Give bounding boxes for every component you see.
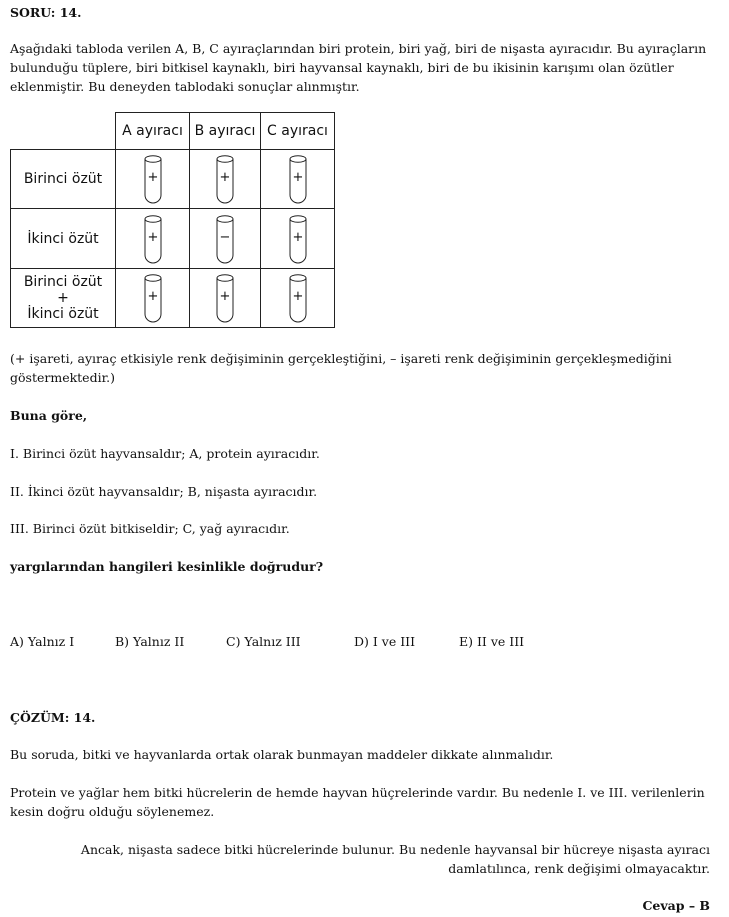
row-label xyxy=(11,269,116,328)
result-sign: + xyxy=(147,170,158,185)
lead-text: Buna göre, xyxy=(10,408,88,423)
test-tube-icon xyxy=(215,214,235,264)
result-sign: + xyxy=(292,229,303,245)
answer-label: Cevap – B xyxy=(642,898,710,913)
result-cell xyxy=(116,209,190,269)
choice-c[interactable]: C) Yalnız III xyxy=(226,634,301,649)
result-cell xyxy=(190,269,261,328)
row-label-plus: + xyxy=(57,290,69,306)
test-tube-icon xyxy=(143,154,163,204)
table-row xyxy=(11,269,335,328)
question-heading: SORU: 14. xyxy=(10,5,82,20)
test-tube-icon xyxy=(143,273,163,323)
legend-note: (+ işareti, ayıraç etkisiyle renk değişiminin gerçekleştiğini, – işareti renk değişiminin gerçekleşmediğini göstermektedir.) xyxy=(10,351,672,385)
test-tube-icon xyxy=(215,273,235,323)
answer-choices xyxy=(10,632,710,652)
result-sign: + xyxy=(292,289,303,304)
result-cell xyxy=(190,209,261,269)
test-tube-icon xyxy=(288,154,308,204)
column-header-b: B ayıracı xyxy=(190,113,261,150)
result-sign: + xyxy=(292,170,303,185)
result-cell xyxy=(116,269,190,328)
row-label xyxy=(11,150,116,209)
choice-b[interactable]: B) Yalnız II xyxy=(115,634,185,649)
result-cell xyxy=(261,209,335,269)
result-cell xyxy=(116,150,190,209)
result-sign: + xyxy=(147,229,158,245)
choice-e[interactable]: E) II ve III xyxy=(459,634,525,649)
question-intro: Aşağıdaki tabloda verilen A, B, C ayıraçlarından biri protein, biri yağ, biri de nişasta ayıracıdır. Bu ayıraçların bulunduğu tüplere, biri bitkisel kaynaklı, biri hayvansal kaynaklı, biri de bu ikisinin karışımı olan özütler eklenmiştir. Bu deneyden tablodaki sonuçlar alınmıştır. xyxy=(10,41,707,94)
table-corner xyxy=(11,113,116,150)
column-header-c: C ayıracı xyxy=(261,113,335,150)
row-label xyxy=(11,209,116,269)
question-prompt: yargılarından hangileri kesinlikle doğrudur? xyxy=(10,559,324,574)
choice-d[interactable]: D) I ve III xyxy=(354,634,416,649)
result-sign: + xyxy=(219,170,231,185)
result-cell xyxy=(261,269,335,328)
test-tube-icon xyxy=(288,273,308,323)
row-label-line: İkinci özüt xyxy=(27,230,99,247)
row-label-line: Birinci özüt xyxy=(23,274,103,290)
result-sign: − xyxy=(219,229,231,245)
statement-2: II. İkinci özüt hayvansaldır; B, nişasta ayıracıdır. xyxy=(10,484,318,499)
row-label-line: Birinci özüt xyxy=(23,171,103,187)
table-row xyxy=(11,209,335,269)
solution-paragraph-2: Protein ve yağlar hem bitki hücrelerin de hemde hayvan hüçrelerinde vardır. Bu nedenle I. ve III. verilenlerin kesin doğru olduğu söylenemez. xyxy=(10,785,705,819)
test-tube-icon xyxy=(288,214,308,264)
test-tube-icon xyxy=(215,154,235,204)
row-label-line: İkinci özüt xyxy=(27,306,99,322)
solution-heading: ÇÖZÜM: 14. xyxy=(10,710,96,725)
solution-paragraph-3: Ancak, nişasta sadece bitki hücrelerinde bulunur. Bu nedenle hayvansal bir hücreye nişasta ayıracı damlatılınca, renk değişimi olmayacaktır. xyxy=(80,842,710,876)
statement-3: III. Birinci özüt bitkiseldir; C, yağ ayıracıdır. xyxy=(10,521,290,536)
column-header-a: A ayıracı xyxy=(116,113,190,150)
table-header-row xyxy=(11,113,335,150)
results-table xyxy=(10,112,335,328)
choice-a[interactable]: A) Yalnız I xyxy=(10,634,75,649)
result-cell xyxy=(190,150,261,209)
result-cell xyxy=(261,150,335,209)
solution-paragraph-1: Bu soruda, bitki ve hayvanlarda ortak olarak bunmayan maddeler dikkate alınmalıdır. xyxy=(10,747,554,762)
test-tube-icon xyxy=(143,214,163,264)
result-sign: + xyxy=(219,289,231,304)
statement-1: I. Birinci özüt hayvansaldır; A, protein ayıracıdır. xyxy=(10,446,320,461)
result-sign: + xyxy=(147,289,158,304)
table-row xyxy=(11,150,335,209)
